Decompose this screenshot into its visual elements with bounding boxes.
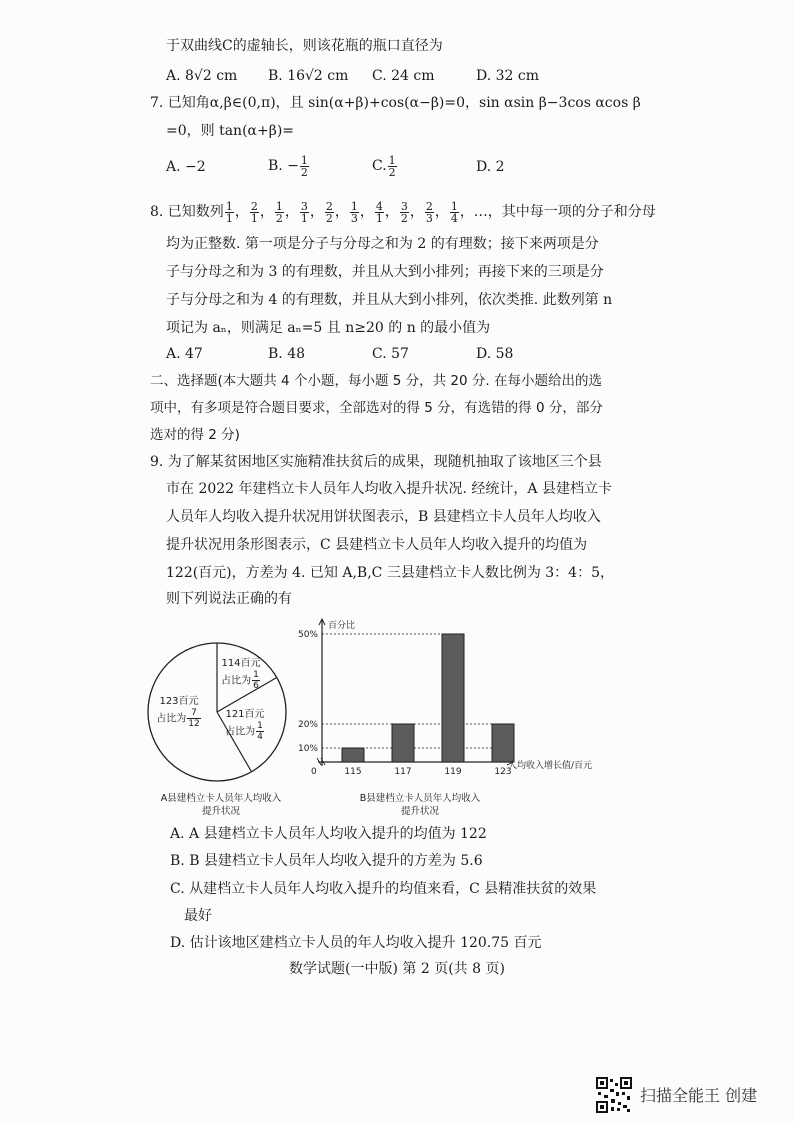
sequence-term [300,201,309,224]
term-numerator: 1 [225,199,233,213]
term-denominator: 1 [375,211,383,225]
pie-label-123 [150,695,208,729]
q9-option-a: A. A 县建档立卡人员年人均收入提升的均值为 122 [170,826,487,842]
q7-option-c [372,150,398,182]
scanner-brand-label: 扫描全能王 创建 [640,1086,758,1105]
term-numerator: 1 [450,199,458,213]
term-denominator: 2 [275,211,283,225]
sequence-term [375,201,384,224]
q9-line-1: 9. 为了解某贫困地区实施精准扶贫后的成果，现随机抽取了该地区三个县 [150,454,602,470]
bar-117 [392,724,414,762]
pie-slice-share: 占比为 $\frac{7}{12}$ [156,708,200,729]
q7-option-a: A. −2 [166,159,206,175]
term-numerator: 3 [300,199,308,213]
term-numerator: 2 [425,199,433,213]
fraction-denominator: 2 [388,165,396,179]
bar-chart-b-county [290,612,610,787]
q8-option-a: A. 47 [166,346,203,362]
fraction-numerator: 1 [388,153,396,167]
pie-label-114 [216,657,266,691]
term-denominator: 1 [300,211,308,225]
term-denominator: 2 [325,211,333,225]
term-denominator: 2 [400,211,408,225]
q8-line-2: 均为正整数. 第一项是分子与分母之和为 2 的有理数；接下来两项是分 [166,236,599,252]
term-denominator: 3 [425,211,433,225]
q9-option-c: C. 从建档立卡人员年人均收入提升的均值来看，C 县精准扶贫的效果 [170,881,597,897]
x-tick-label: 123 [494,767,512,777]
q6-option-d: D. 32 cm [476,68,540,84]
q9-line-4: 提升状况用条形图表示，C 县建档立卡人员年人均收入提升的均值为 [166,537,588,553]
section-2-line-1: 二、选择题(本大题共 4 个小题，每小题 5 分，共 20 分. 在每小题给出的选 [150,373,602,389]
term-numerator: 2 [250,199,258,213]
pie-slice-value: 114百元 [221,658,261,669]
x-tick-label: 119 [444,767,462,777]
pie-slice-share: 占比为 $\frac{1}{4}$ [225,721,263,742]
qr-code-icon [596,1077,632,1113]
pie-slice-value: 121百元 [225,709,265,720]
sequence-term [250,201,259,224]
pie-slice-value: 123百元 [159,696,199,707]
sequence-term [425,201,434,224]
q8-option-c: C. 57 [372,346,409,362]
page-footer: 数学试题(一中版) 第 2 页(共 8 页) [289,961,505,977]
q8-line-5: 项记为 aₙ，则满足 aₙ=5 且 n≥20 的 n 的最小值为 [166,320,491,336]
q7-option-b [268,150,310,182]
term-numerator: 1 [350,199,358,213]
bar-caption-line-2: 提升状况 [400,806,439,817]
origin-label: 0 [311,767,317,777]
sequence-term [325,201,334,224]
q7-option-c-prefix: C. [372,158,387,174]
bar-caption [330,792,510,818]
q7-option-b-fraction [300,155,309,178]
q7-option-b-prefix: B. − [268,158,299,174]
x-tick-label: 115 [344,767,362,777]
term-denominator: 1 [225,211,233,225]
y-tick-label: 20% [297,720,318,730]
sequence-separator: ， [334,204,349,220]
q6-option-a: A. 8√2 cm [166,68,238,84]
y-tick-label: 50% [297,630,318,640]
q8-seq-tail: ，…，其中每一项的分子和分母 [459,204,656,220]
term-numerator: 4 [375,199,383,213]
bar-115 [342,748,364,762]
sequence-term [350,201,359,224]
sequence-separator: ， [434,204,449,220]
sequence-separator: ， [359,204,374,220]
y-tick-label: 10% [297,744,318,754]
term-numerator: 1 [275,199,283,213]
q9-option-b: B. B 县建档立卡人员年人均收入提升的方差为 5.6 [170,853,483,869]
x-axis-label: 人均收入增长值/百元 [508,761,593,771]
sequence-term [275,201,284,224]
term-denominator: 4 [450,211,458,225]
pie-slice-share: 占比为 $\frac{1}{6}$ [221,670,259,691]
pie-caption-line-2: 提升状况 [201,806,240,817]
pie-label-121 [220,708,270,742]
term-denominator: 3 [350,211,358,225]
q9-option-c-cont: 最好 [184,908,212,924]
sequence-separator: ， [309,204,324,220]
sequence-separator: ， [409,204,424,220]
x-tick-label: 117 [394,767,412,777]
sequence-separator: ， [284,204,299,220]
q8-option-d: D. 58 [476,346,514,362]
q7-line-1: 7. 已知角α,β∈(0,π)，且 sin(α+β)+cos(α−β)=0，sin αsin β−3cos αcos β [150,95,641,111]
term-numerator: 2 [325,199,333,213]
q9-line-3: 人员年人均收入提升状况用饼状图表示，B 县建档立卡人员年人均收入 [166,509,601,525]
q8-option-b: B. 48 [268,346,306,362]
term-numerator: 3 [400,199,408,213]
fraction-numerator: 1 [300,153,308,167]
bar-caption-line-1: B县建档立卡人员年人均收入 [359,793,481,804]
y-axis-label: 百分比 [328,621,356,631]
sequence-term [450,201,459,224]
q8-lead: 8. 已知数列 [150,204,224,220]
q6-line: 于双曲线C的虚轴长，则该花瓶的瓶口直径为 [166,38,443,54]
q9-line-5: 122(百元)，方差为 4. 已知 A,B,C 三县建档立卡人数比例为 3：4：5， [166,565,614,581]
section-2-line-2: 项中，有多项是符合题目要求，全部选对的得 5 分，有选错的得 0 分，部分 [150,400,603,416]
q9-option-d: D. 估计该地区建档立卡人员的年人均收入提升 120.75 百元 [170,935,542,951]
sequence-separator: ， [234,204,249,220]
sequence-separator: ， [259,204,274,220]
bar-119 [442,634,464,762]
sequence-term [225,201,234,224]
q6-option-b: B. 16√2 cm [268,68,349,84]
q8-line-3: 子与分母之和为 3 的有理数，并且从大到小排列；再接下来的三项是分 [166,264,604,280]
pie-caption-line-1: A县建档立卡人员年人均收入 [160,793,282,804]
term-denominator: 1 [250,211,258,225]
q9-line-6: 则下列说法正确的有 [166,591,292,607]
q8-line-1 [150,196,656,228]
section-2-line-3: 选对的得 2 分) [150,427,240,443]
fraction-denominator: 2 [300,165,308,179]
q7-option-c-fraction [388,155,397,178]
sequence-term [400,201,409,224]
q7-option-d: D. 2 [476,159,505,175]
q9-line-2: 市在 2022 年建档立卡人员年人均收入提升状况. 经统计，A 县建档立卡 [166,481,612,497]
q6-option-c: C. 24 cm [372,68,435,84]
pie-caption [146,792,296,818]
sequence-separator: ， [384,204,399,220]
q8-sequence [224,199,460,225]
bar-123 [492,724,514,762]
q7-line-2: =0，则 tan(α+β)= [166,123,295,139]
q8-line-4: 子与分母之和为 4 的有理数，并且从大到小排列，依次类推. 此数列第 n [166,292,613,308]
